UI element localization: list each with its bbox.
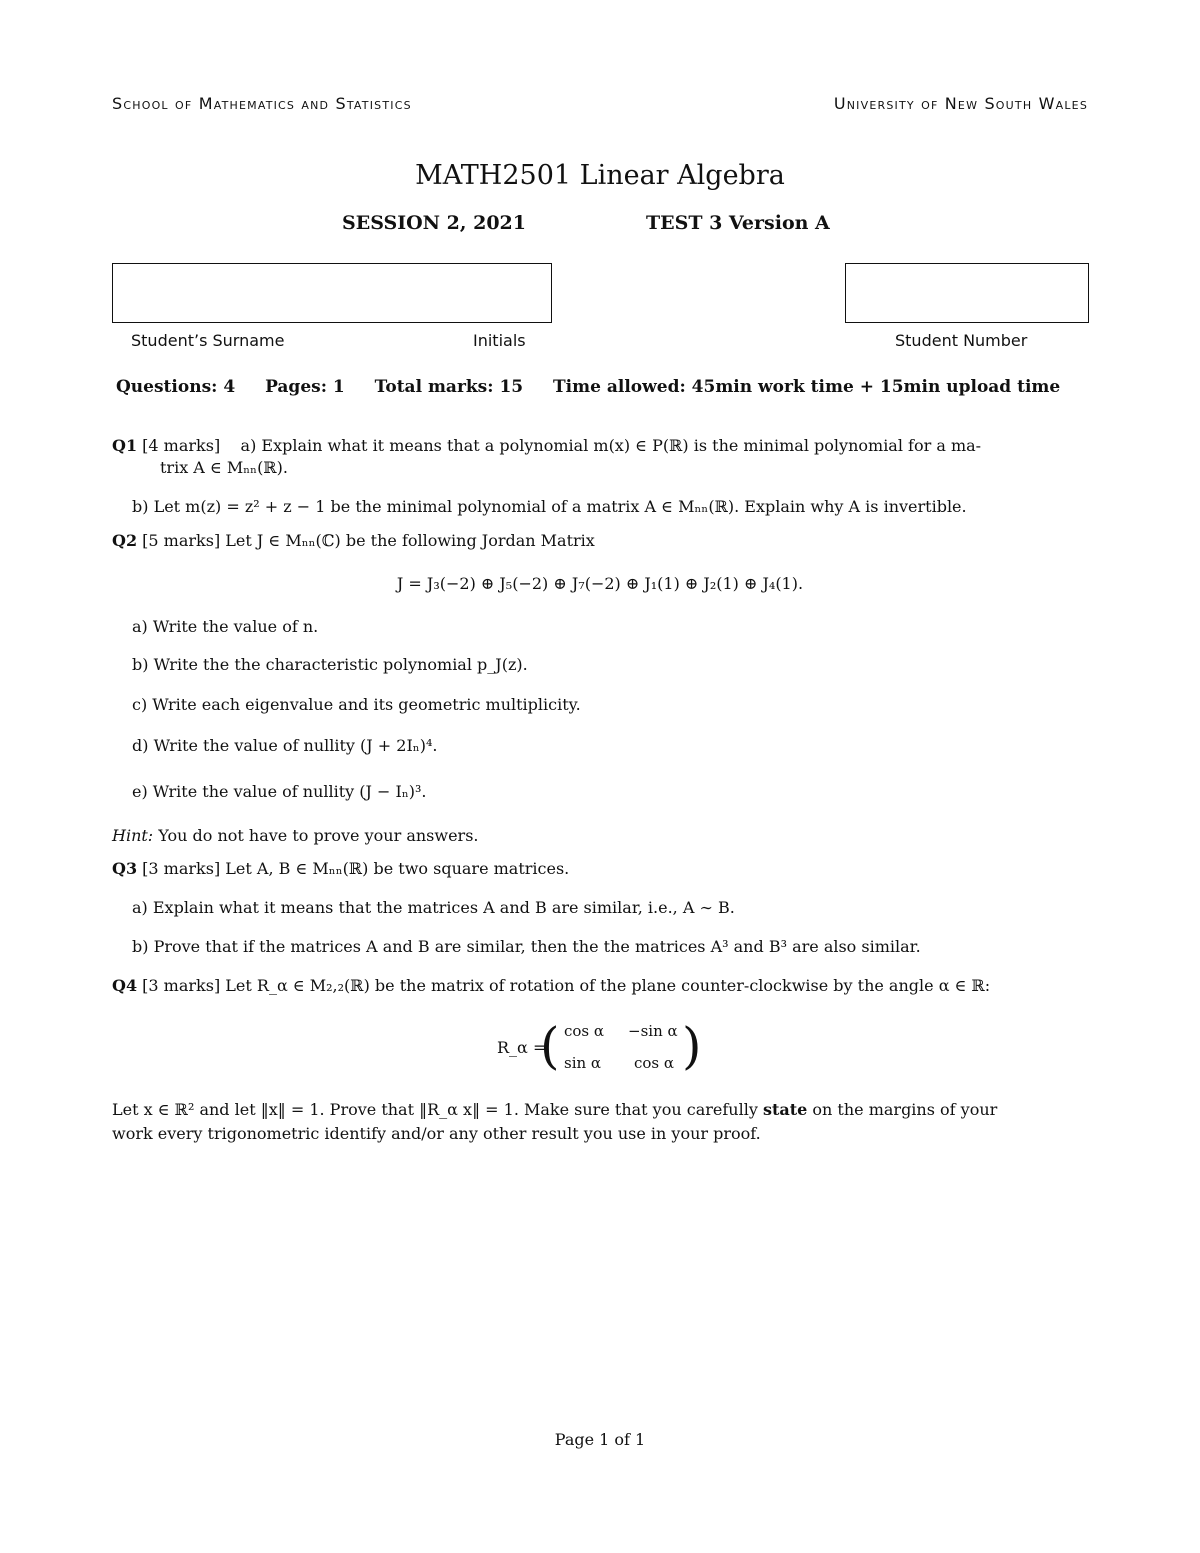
matrix-right-paren: ) <box>682 1017 702 1075</box>
header-school: School of Mathematics and Statistics <box>112 94 412 113</box>
session-label: SESSION 2, 2021 <box>342 212 526 234</box>
student-number-box[interactable] <box>845 263 1089 323</box>
hint-label: Hint: <box>112 826 154 845</box>
q4-line1 <box>112 976 990 995</box>
initials-label: Initials <box>473 331 526 350</box>
q4-marks: [3 marks] <box>142 976 221 995</box>
header-university: University of New South Wales <box>833 94 1088 113</box>
q4-body-post: on the margins of your <box>812 1100 998 1119</box>
q2-c-text: c) Write each eigenvalue and its geometric multiplicity. <box>132 695 581 714</box>
q4-heading: Q4 <box>112 976 138 995</box>
matrix-cell-22: cos α <box>634 1054 675 1072</box>
q1-b-text: b) Let m(z) = z² + z − 1 be the minimal polynomial of a matrix A ∈ Mₙₙ(ℝ). Explain why A is invertible. <box>132 497 967 516</box>
q2-marks: [5 marks] <box>142 531 221 550</box>
q3-line1 <box>112 859 569 878</box>
rotation-matrix <box>540 1018 700 1076</box>
student-number-label: Student Number <box>895 331 1028 350</box>
q3-heading: Q3 <box>112 859 138 878</box>
page-title: MATH2501 Linear Algebra <box>415 160 785 191</box>
q1-line1 <box>112 436 981 455</box>
matrix-cell-21: sin α <box>564 1054 602 1072</box>
q4-body-line1 <box>112 1100 997 1119</box>
q3-intro: Let A, B ∈ Mₙₙ(ℝ) be two square matrices. <box>225 859 570 878</box>
q2-hint <box>112 826 478 845</box>
q2-heading: Q2 <box>112 531 138 550</box>
q3-b-text: b) Prove that if the matrices A and B are similar, then the the matrices A³ and B³ are also similar. <box>132 937 921 956</box>
q1-marks: [4 marks] <box>142 436 221 455</box>
q1-a-text: a) Explain what it means that a polynomial m(x) ∈ P(ℝ) is the minimal polynomial for a ma- <box>240 436 982 455</box>
q2-b-text: b) Write the the characteristic polynomial p_J(z). <box>132 655 528 674</box>
q1-a-text-cont: trix A ∈ Mₙₙ(ℝ). <box>160 458 288 477</box>
surname-box[interactable] <box>112 263 552 323</box>
surname-label: Student’s Surname <box>131 331 285 350</box>
matrix-cell-12: −sin α <box>628 1022 678 1040</box>
pages-count: Pages: 1 <box>265 377 345 397</box>
q4-body-pre: Let x ∈ ℝ² and let ‖x‖ = 1. Prove that ‖R_α x‖ = 1. Make sure that you carefully <box>112 1100 758 1119</box>
page-footer: Page 1 of 1 <box>554 1430 646 1449</box>
matrix-cell-11: cos α <box>564 1022 605 1040</box>
q3-a-text: a) Explain what it means that the matrices A and B are similar, i.e., A ∼ B. <box>132 898 735 917</box>
total-marks: Total marks: 15 <box>374 377 524 397</box>
hint-text: You do not have to prove your answers. <box>158 826 479 845</box>
questions-count: Questions: 4 <box>116 377 236 397</box>
q4-intro: Let R_α ∈ M₂,₂(ℝ) be the matrix of rotation of the plane counter-clockwise by the angle α ∈ ℝ: <box>225 976 991 995</box>
q2-intro: Let J ∈ Mₙₙ(ℂ) be the following Jordan Matrix <box>225 531 595 550</box>
rotation-matrix-lhs: R_α = <box>497 1038 547 1057</box>
matrix-left-paren: ( <box>540 1017 560 1075</box>
q4-body-bold: state <box>762 1100 808 1119</box>
q2-line1 <box>112 531 595 550</box>
exam-info <box>116 377 1060 397</box>
q2-jordan-equation: J = J₃(−2) ⊕ J₅(−2) ⊕ J₇(−2) ⊕ J₁(1) ⊕ J₂(1) ⊕ J₄(1). <box>396 574 804 593</box>
q1-heading: Q1 <box>112 436 138 455</box>
q2-a-text: a) Write the value of n. <box>132 617 319 636</box>
q2-e-text: e) Write the value of nullity (J − Iₙ)³. <box>132 782 427 801</box>
test-label: TEST 3 Version A <box>646 212 830 234</box>
q3-marks: [3 marks] <box>142 859 221 878</box>
time-allowed: Time allowed: 45min work time + 15min upload time <box>553 377 1061 397</box>
q4-body-line2: work every trigonometric identify and/or any other result you use in your proof. <box>112 1124 761 1143</box>
q2-d-text: d) Write the value of nullity (J + 2Iₙ)⁴. <box>132 736 438 755</box>
